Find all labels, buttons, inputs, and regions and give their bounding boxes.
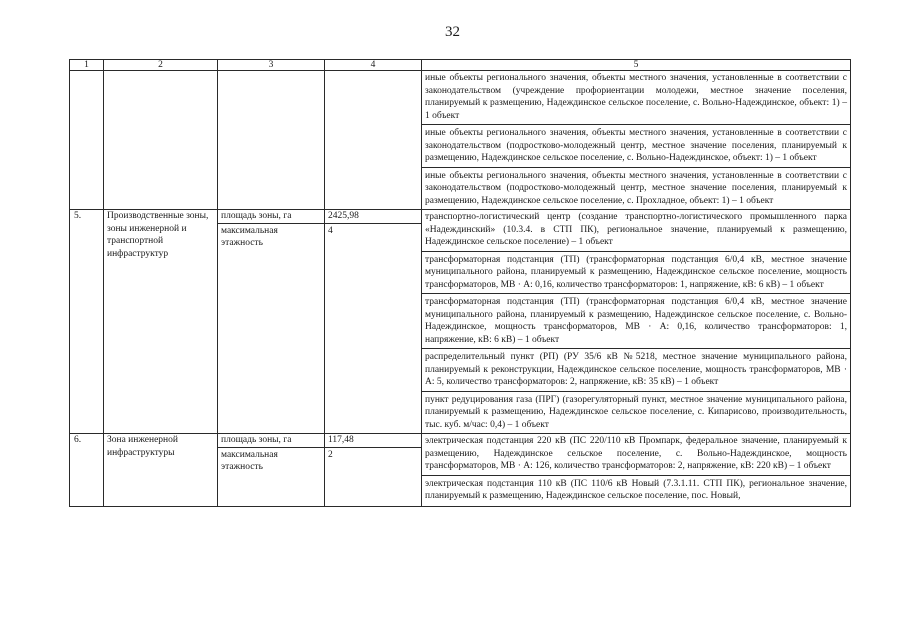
zone-name: Зона инженерной инфраструктуры <box>104 434 218 507</box>
object-item: транспортно-логистический центр (создание транспортно-логистического промышленного парка «Надеждинский» (10.3.4. в СТП ПК), региональное значение, планируемый к размещению, Надеждинское сельское поселение) – 1 объект <box>425 212 847 247</box>
row-number: 5. <box>70 210 104 434</box>
object-item: пункт редуцирования газа (ПРГ) (газорегуляторный пункт, местное значение муниципального района, планируемый к размещению, Надеждинское сельское поселение, с. Кипарисово, производительность, тыс. куб. м/час: 0,4) – 1 объект <box>422 391 850 434</box>
object-item: трансформаторная подстанция (ТП) (трансформаторная подстанция 6/0,4 кВ, местное значение муниципального района, планируемый к размещению, Надеждинское сельское поселение, мощность трансформаторов, МВ · А: 0,16, количество трансформаторов: 1, напряжение, кВ: 6 кВ) – 1 объект <box>422 251 850 294</box>
values-cell <box>325 210 422 434</box>
header-col-5: 5 <box>422 60 851 71</box>
parameters-cell <box>218 210 325 434</box>
row-number: 6. <box>70 434 104 507</box>
object-item: иные объекты регионального значения, объекты местного значения, установленные в соответствии с законодательством (учреждение профориентации молодежи, местное значение поселения, планируемый к размещению, Надеждинское сельское поселение, с. Вольно-Надеждинское, объект: 1) – 1 объект <box>425 73 847 121</box>
zones-table <box>69 59 851 507</box>
header-col-3: 3 <box>218 60 325 71</box>
objects-cell <box>422 434 851 507</box>
table-row-5 <box>70 210 851 434</box>
object-item: трансформаторная подстанция (ТП) (трансформаторная подстанция 6/0,4 кВ, местное значение муниципального района, планируемый к размещению, Надеждинское сельское поселение, с. Вольно-Надеждинское, мощность трансформаторов, МВ · А: 0,16, количество трансформаторов: 1, напряжение, кВ: 6 кВ) – 1 объект <box>422 293 850 348</box>
object-item: электрическая подстанция 220 кВ (ПС 220/110 кВ Промпарк, федеральное значение, планируемый к размещению, Надеждинское сельское поселение, с. Вольно-Надеждинское, мощность трансформаторов, МВ · А: 126, количество трансформаторов: 2, напряжение, кВ: 220 кВ) – 1 объект <box>425 436 847 471</box>
object-item: иные объекты регионального значения, объекты местного значения, установленные в соответствии с законодательством (подростково-молодежный центр, местное значение поселения, планируемый к размещению, Надеждинское сельское поселение, с. Вольно-Надеждинское, объект: 1) – 1 объект <box>422 124 850 167</box>
page-number: 32 <box>445 24 460 40</box>
zone-name: Производственные зоны, зоны инженерной и транспортной инфраструктур <box>104 210 218 434</box>
table-row-continuation <box>70 71 851 210</box>
objects-cell <box>422 71 851 210</box>
object-item: иные объекты регионального значения, объекты местного значения, установленные в соответствии с законодательством (подростково-молодежный центр, местное значение поселения, планируемый к размещению, Надеждинское сельское поселение, с. Прохладное, объект: 1) – 1 объект <box>422 167 850 210</box>
objects-cell <box>422 210 851 434</box>
value-area: 2425,98 <box>328 211 359 221</box>
object-item: электрическая подстанция 110 кВ (ПС 110/6 кВ Новый (7.3.1.11. СТП ПК), региональное значение, планируемый к размещению, Надеждинское сельское поселение, пос. Новый, <box>422 475 850 506</box>
parameters-cell <box>218 434 325 507</box>
param-floors: максимальная этажность <box>218 447 324 475</box>
value-area: 117,48 <box>328 435 354 445</box>
header-col-1: 1 <box>70 60 104 71</box>
header-row <box>70 60 851 71</box>
param-area: площадь зоны, га <box>221 211 292 221</box>
value-floors: 4 <box>325 223 421 239</box>
header-col-4: 4 <box>325 60 422 71</box>
header-col-2: 2 <box>104 60 218 71</box>
param-floors: максимальная этажность <box>218 223 324 251</box>
table-row-6 <box>70 434 851 507</box>
values-cell <box>325 434 422 507</box>
object-item: распределительный пункт (РП) (РУ 35/6 кВ №5218, местное значение муниципального района, планируемый к реконструкции, Надеждинское сельское поселение, мощность трансформаторов, МВ · А: 5, количество трансформаторов: 2, напряжение, кВ: 35 кВ) – 1 объект <box>422 348 850 391</box>
param-area: площадь зоны, га <box>221 435 292 445</box>
value-floors: 2 <box>325 447 421 463</box>
